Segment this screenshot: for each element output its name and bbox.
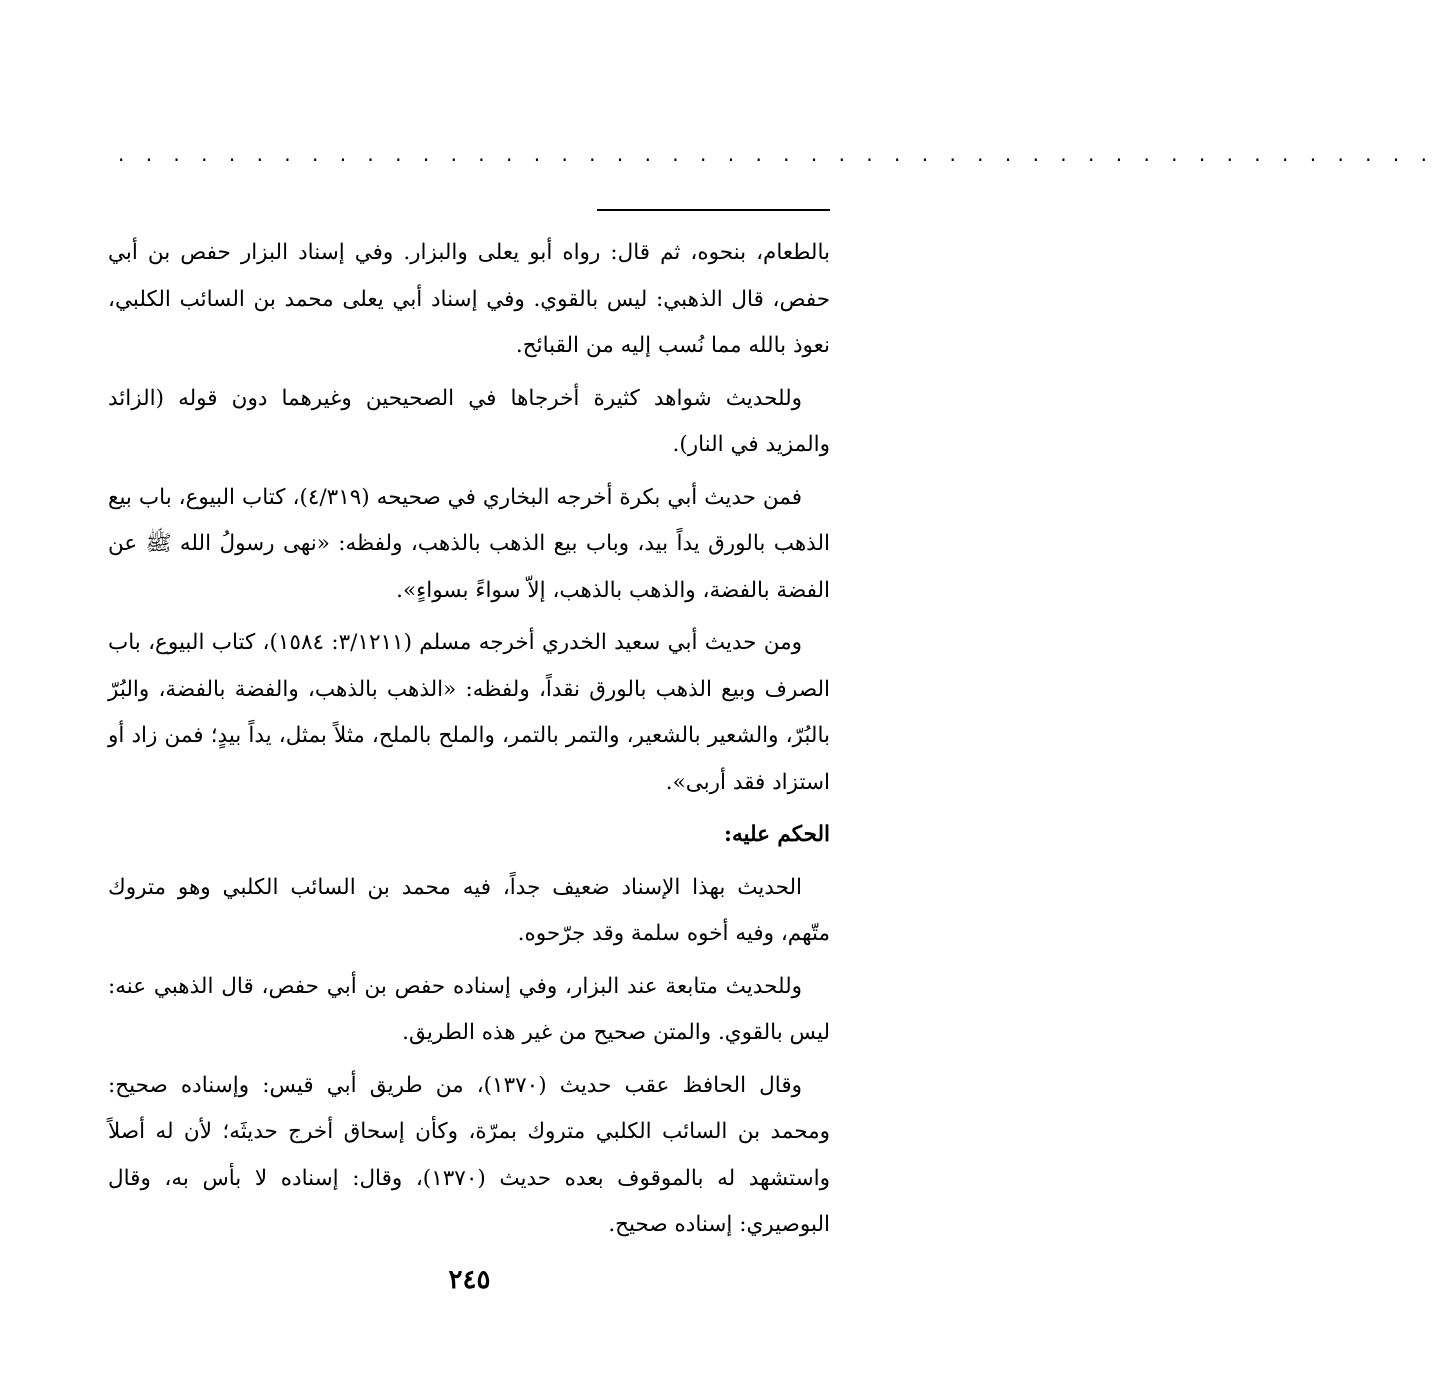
page-number: ٢٤٥ bbox=[448, 1265, 491, 1295]
footnote-rule bbox=[597, 209, 830, 211]
paragraph-ruling-3: وقال الحافظ عقب حديث (١٣٧٠)، من طريق أبي قيس: وإسناده صحيح: ومحمد بن السائب الكلبي متروك بمرّة، وكأن إسحاق أخرج حديثَه؛ لأن له أصلاً واستشهد له بالموقوف بعده حديث (١٣٧٠)، وقال: إسناده لا بأس به، وقال البوصيري: إسناده صحيح. bbox=[108, 1072, 830, 1237]
paragraph-ruling-1: الحديث بهذا الإسناد ضعيف جداً، فيه محمد بن السائب الكلبي وهو متروك متّهم، وفيه أخوه سلمة وقد جرّحوه. bbox=[108, 874, 830, 946]
paragraph-shawahid: وللحديث شواهد كثيرة أخرجاها في الصحيحين وغيرهما دون قوله (الزائد والمزيد في النار). bbox=[108, 385, 830, 457]
dotted-separator: . . . . . . . . . . . . . . . . . . . . . . . . . . . . . . . . . . . . . . . . . . . . . . . . bbox=[118, 142, 1434, 166]
paragraph-takhrij: بالطعام، بنحوه، ثم قال: رواه أبو يعلى والبزار. وفي إسناد البزار حفص بن أبي حفص، قال الذهبي: ليس بالقوي. وفي إسناد أبي يعلى محمد بن السائب الكلبي، نعوذ بالله مما نُسب إليه من القبائح. bbox=[108, 240, 830, 358]
paragraph-abi-said: ومن حديث أبي سعيد الخدري أخرجه مسلم (٣/١٢١١: ١٥٨٤)، كتاب البيوع، باب الصرف وبيع الذهب بالورق نقداً، ولفظه: «الذهب بالذهب، والفضة بالفضة، والبُرّ بالبُرّ، والشعير بالشعير، والتمر بالتمر، والملح بالملح، مثلاً بمثل، يداً بيدٍ؛ فمن زاد أو استزاد فقد أربى». bbox=[108, 630, 830, 795]
footnote-text bbox=[108, 230, 830, 1255]
paragraph-ruling-2: وللحديث متابعة عند البزار، وفي إسناده حفص بن أبي حفص، قال الذهبي عنه: ليس بالقوي. والمتن صحيح من غير هذه الطريق. bbox=[108, 973, 830, 1045]
section-heading: الحكم عليه: bbox=[724, 822, 830, 847]
paragraph-abi-bakra: فمن حديث أبي بكرة أخرجه البخاري في صحيحه (٤/٣١٩)، كتاب البيوع، باب بيع الذهب بالورق يداً بيد، وباب بيع الذهب بالذهب، ولفظه: «نهى رسولُ الله ﷺ عن الفضة بالفضة، والذهب بالذهب، إلاّ سواءً بسواءٍ». bbox=[108, 484, 830, 603]
